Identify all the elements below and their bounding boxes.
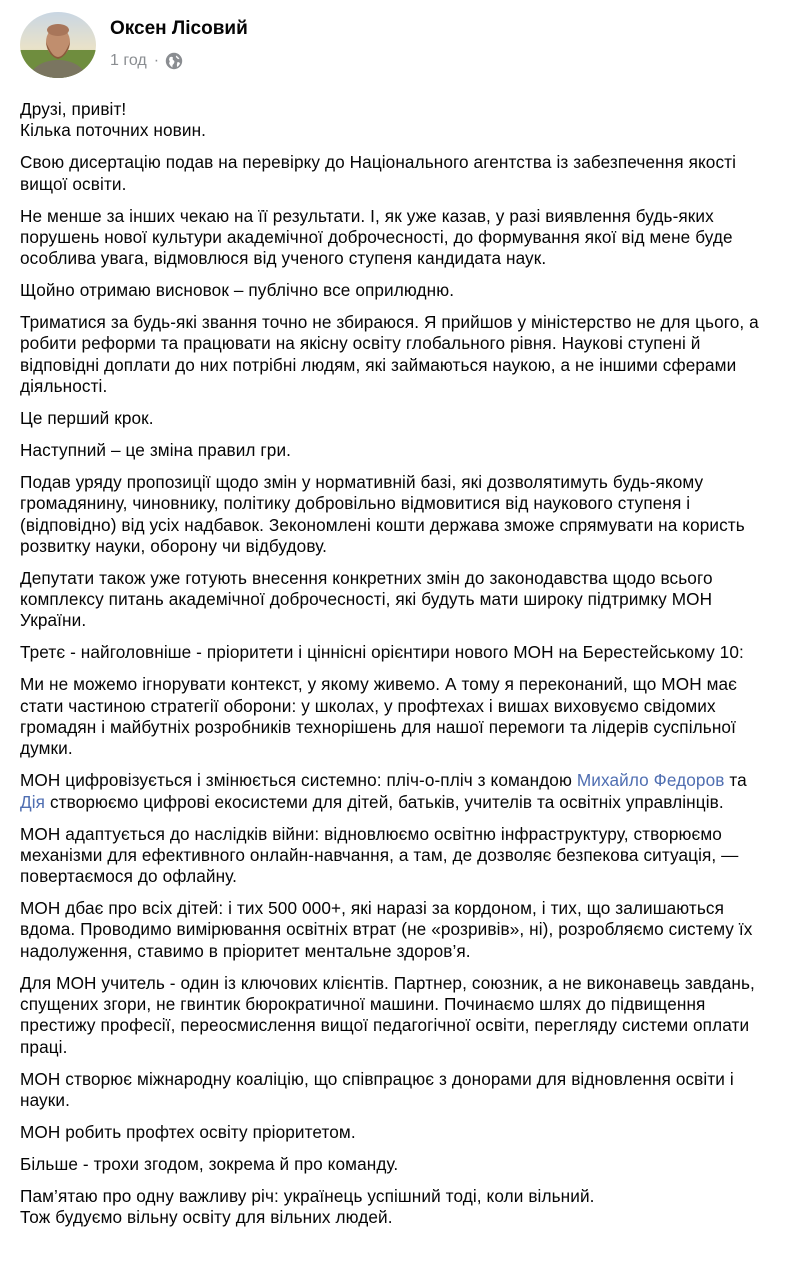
avatar-photo [20,12,96,78]
text-span: та [724,770,747,791]
paragraph: Свою дисертацію подав на перевірку до Національного агентства із забезпечення якості вищої освіти. [20,152,737,194]
post-timestamp[interactable]: 1 год [110,52,147,69]
paragraph: Ми не можемо ігнорувати контекст, у якому живемо. А тому я переконаний, що МОН має стати частиною стратегії оборони: у школах, у профтехах і вишах виховуємо свідомих громадян і майбутніх розробників технорішень для нашої перемоги та лідерів суспільної думки. [20,674,738,759]
post-body [20,99,770,1239]
text-line: Тож будуємо вільну освіту для вільних людей. [20,1207,393,1228]
paragraph: Подав уряду пропозиції щодо змін у нормативній базі, які дозволятимуть будь-якому громадянину, чиновнику, політику добровільно відмовитися від наукового ступеня і (відповідно) від усіх надбавок. Зекономлені кошти держава зможе спрямувати на користь розвитку науки, оборону чи відбудову. [20,471,745,556]
paragraph: Триматися за будь-які звання точно не збираюся. Я прийшов у міністерство не для цього, а робити реформи та працювати на якісну освіту глобального рівня. Наукові ступені й відповідні доплати до них потрібні людям, які займаються наукою, а не іншими сферами діяльності. [20,312,759,397]
post-meta [110,12,248,70]
paragraph: МОН робить профтех освіту пріоритетом. [20,1121,356,1142]
paragraph [20,1186,770,1229]
globe-icon [165,52,183,70]
paragraph: МОН адаптується до наслідків війни: відновлюємо освітню інфраструктуру, створюємо механізми для ефективного онлайн-навчання, а там, де дозволяє безпекова ситуація, — повертаємося до офлайну. [20,823,739,887]
post-subline [110,52,248,70]
paragraph: Депутати також уже готують внесення конкретних змін до законодавства щодо всього комплексу питань академічної доброчесності, які будуть мати широку підтримку МОН України. [20,567,713,631]
text-span: МОН цифровізується і змінюється системно: пліч-о-пліч з командою [20,770,577,791]
text-span: створюємо цифрові екосистеми для дітей, батьків, учителів та освітніх управлінців. [45,791,724,812]
text-line: Пам’ятаю про одну важливу річ: українець успішний тоді, коли вільний. [20,1185,595,1206]
mention-link-diia[interactable]: Дія [20,791,46,812]
paragraph [20,99,770,142]
paragraph: Для МОН учитель - один із ключових клієнтів. Партнер, союзник, а не виконавець завдань, спущених згори, не гвинтик бюрократичної машини. Починаємо шлях до підвищення престижу професії, переосмислення вищої педагогічної освіти, перегляду системи оплати праці. [20,972,755,1057]
paragraph: Наступний – це зміна правил гри. [20,439,292,460]
paragraph: Більше - трохи згодом, зокрема й про команду. [20,1153,399,1174]
paragraph: Щойно отримаю висновок – публічно все оприлюдню. [20,280,455,301]
paragraph: Не менше за інших чекаю на її результати. І, як уже казав, у разі виявлення будь-яких порушень нової культури академічної доброчесності, до формування якої від мене буде особлива увага, відмовлюся від ученого ступеня кандидата наук. [20,205,733,269]
paragraph: МОН дбає про всіх дітей: і тих 500 000+, які наразі за кордоном, і тих, що залишаються вдома. Проводимо вимірювання освітніх втрат (не «розривів», ні), розробляємо систему їх надолуження, ставимо в пріоритет ментальне здоров’я. [20,898,753,961]
paragraph [20,770,770,813]
text-line: Кілька поточних новин. [20,120,207,141]
post-header [20,12,248,80]
paragraph: Третє - найголовніше - пріоритети і ціннісні орієнтири нового МОН на Берестейському 10: [20,642,744,663]
mention-link-mykhailo-fedorov[interactable]: Михайло Федоров [576,770,725,791]
separator-dot: · [153,52,160,69]
text-line: Друзі, привіт! [20,99,127,119]
author-avatar[interactable] [20,12,96,78]
author-name[interactable]: Оксен Лісовий [110,18,248,39]
paragraph: Це перший крок. [20,408,154,428]
paragraph: МОН створює міжнародну коаліцію, що співпрацює з донорами для відновлення освіти і науки. [20,1068,734,1110]
